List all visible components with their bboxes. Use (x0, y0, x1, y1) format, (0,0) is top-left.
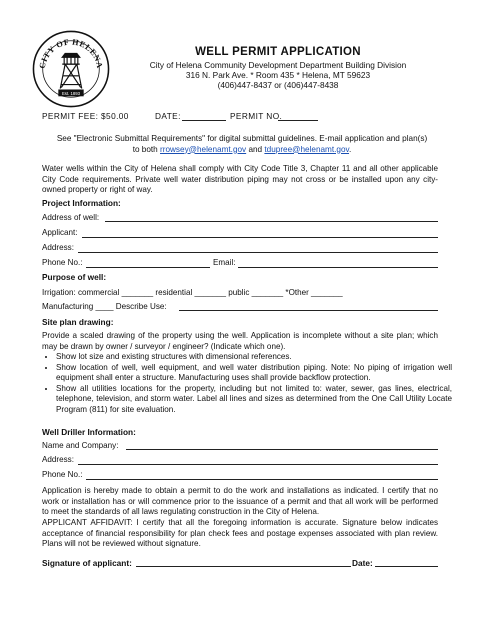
applicant-label: Applicant: (42, 228, 78, 237)
site-plan-text: Provide a scaled drawing of the property using the well. Application is incomplete without a site plan; which may be drawn by owner / surveyor / engineer? (Indicate which one). (42, 331, 438, 351)
driller-address-field[interactable] (78, 464, 438, 465)
form-title: WELL PERMIT APPLICATION (195, 46, 361, 58)
bullet-utilities: • Show all utilities locations for the property, including but not limited to: water, sewer, gas lines, electrical, telephone, television, and storm water. Label all lines and sizes as determined from the One Call Utility Locate Program (811) for site evaluation. (56, 384, 452, 416)
project-information-heading: Project Information: (42, 198, 121, 208)
date-field[interactable] (182, 120, 226, 121)
application-statement: Application is hereby made to obtain a permit to do the work and installations as indicated. I certify that no work or installation has or will commence prior to the issuance of a permit and that all work will be performed to meet the standards of all laws regulating construction in the City of Helena. (42, 486, 438, 517)
driller-address-label: Address: (42, 455, 74, 464)
submittal-to-both: to both (132, 144, 158, 154)
email-link-tdupree[interactable]: tdupree@helenamt.gov (264, 144, 350, 154)
name-company-field[interactable] (126, 449, 438, 450)
seal-est-text: Est. 1893 (61, 90, 81, 96)
address-of-well-field[interactable] (105, 221, 438, 222)
submittal-note (40, 134, 444, 155)
site-plan-heading: Site plan drawing: (42, 317, 114, 327)
submittal-and: and (248, 144, 263, 154)
irrigation-options[interactable]: Irrigation: commercial _______ residential _______ public _______ *Other _______ (42, 288, 343, 297)
phone-label: Phone No.: (42, 258, 83, 267)
driller-phone-label: Phone No.: (42, 470, 83, 479)
date-label: DATE: (155, 111, 181, 121)
phone-field[interactable] (86, 267, 210, 268)
site-plan-bullets (42, 352, 452, 415)
address-label: Address: (42, 243, 74, 252)
submittal-text: See "Electronic Submittal Requirements" for digital submittal guidelines. E-mail application and plan(s) (56, 134, 428, 143)
bullet-lot-size: • Show lot size and existing structures with dimensional references. (56, 352, 452, 363)
driller-phone-field[interactable] (86, 479, 438, 480)
permit-fee: PERMIT FEE: $50.00 (42, 111, 129, 121)
applicant-affidavit: APPLICANT AFFIDAVIT: I certify that all the foregoing information is accurate. Signature below indicates acceptance of financial responsibility for plan check fees and postage expenses associated with plan review. Plans will not be reviewed without signature. (42, 518, 438, 549)
address-of-well-label: Address of well: (42, 213, 100, 222)
department-address: 316 N. Park Ave. * Room 435 * Helena, MT 59623 (185, 70, 371, 80)
seal-city-text: CITY OF HELENA (37, 37, 105, 70)
purpose-heading: Purpose of well: (42, 272, 107, 282)
department-name: City of Helena Community Development Department Building Division (149, 60, 407, 70)
submittal-period: . (349, 144, 352, 154)
signature-label: Signature of applicant: (42, 558, 132, 568)
address-field[interactable] (78, 252, 438, 253)
applicant-field[interactable] (82, 237, 438, 238)
well-driller-heading: Well Driller Information: (42, 427, 136, 437)
name-company-label: Name and Company: (42, 441, 119, 450)
department-phone: (406)447-8437 or (406)447-8438 (217, 80, 339, 90)
permit-number-field[interactable] (278, 120, 318, 121)
bullet-well-location: • Show location of well, well equipment, and well water distribution piping. Note: No piping of irrigation well equipment shall enter a structure. Manufacturing uses shall provide backflow protection. (56, 363, 452, 384)
signature-field[interactable] (136, 566, 351, 567)
intro-paragraph: Water wells within the City of Helena shall comply with City Code Title 3, Chapter 11 and all other applicable City Code requirements. Private well water distribution piping may not cross or be installed upon any city-owned property or right of way. (42, 164, 438, 195)
manufacturing-label: Manufacturing ____ Describe Use: (42, 302, 167, 311)
signature-date-field[interactable] (375, 566, 438, 567)
email-link-rrowsey[interactable]: rrowsey@helenamt.gov (160, 144, 247, 154)
city-seal-logo (32, 30, 110, 108)
permit-number-label: PERMIT NO. (230, 111, 283, 121)
email-label: Email: (213, 258, 236, 267)
signature-date-label: Date: (352, 558, 373, 568)
email-field[interactable] (238, 267, 438, 268)
describe-use-field[interactable] (179, 310, 438, 311)
